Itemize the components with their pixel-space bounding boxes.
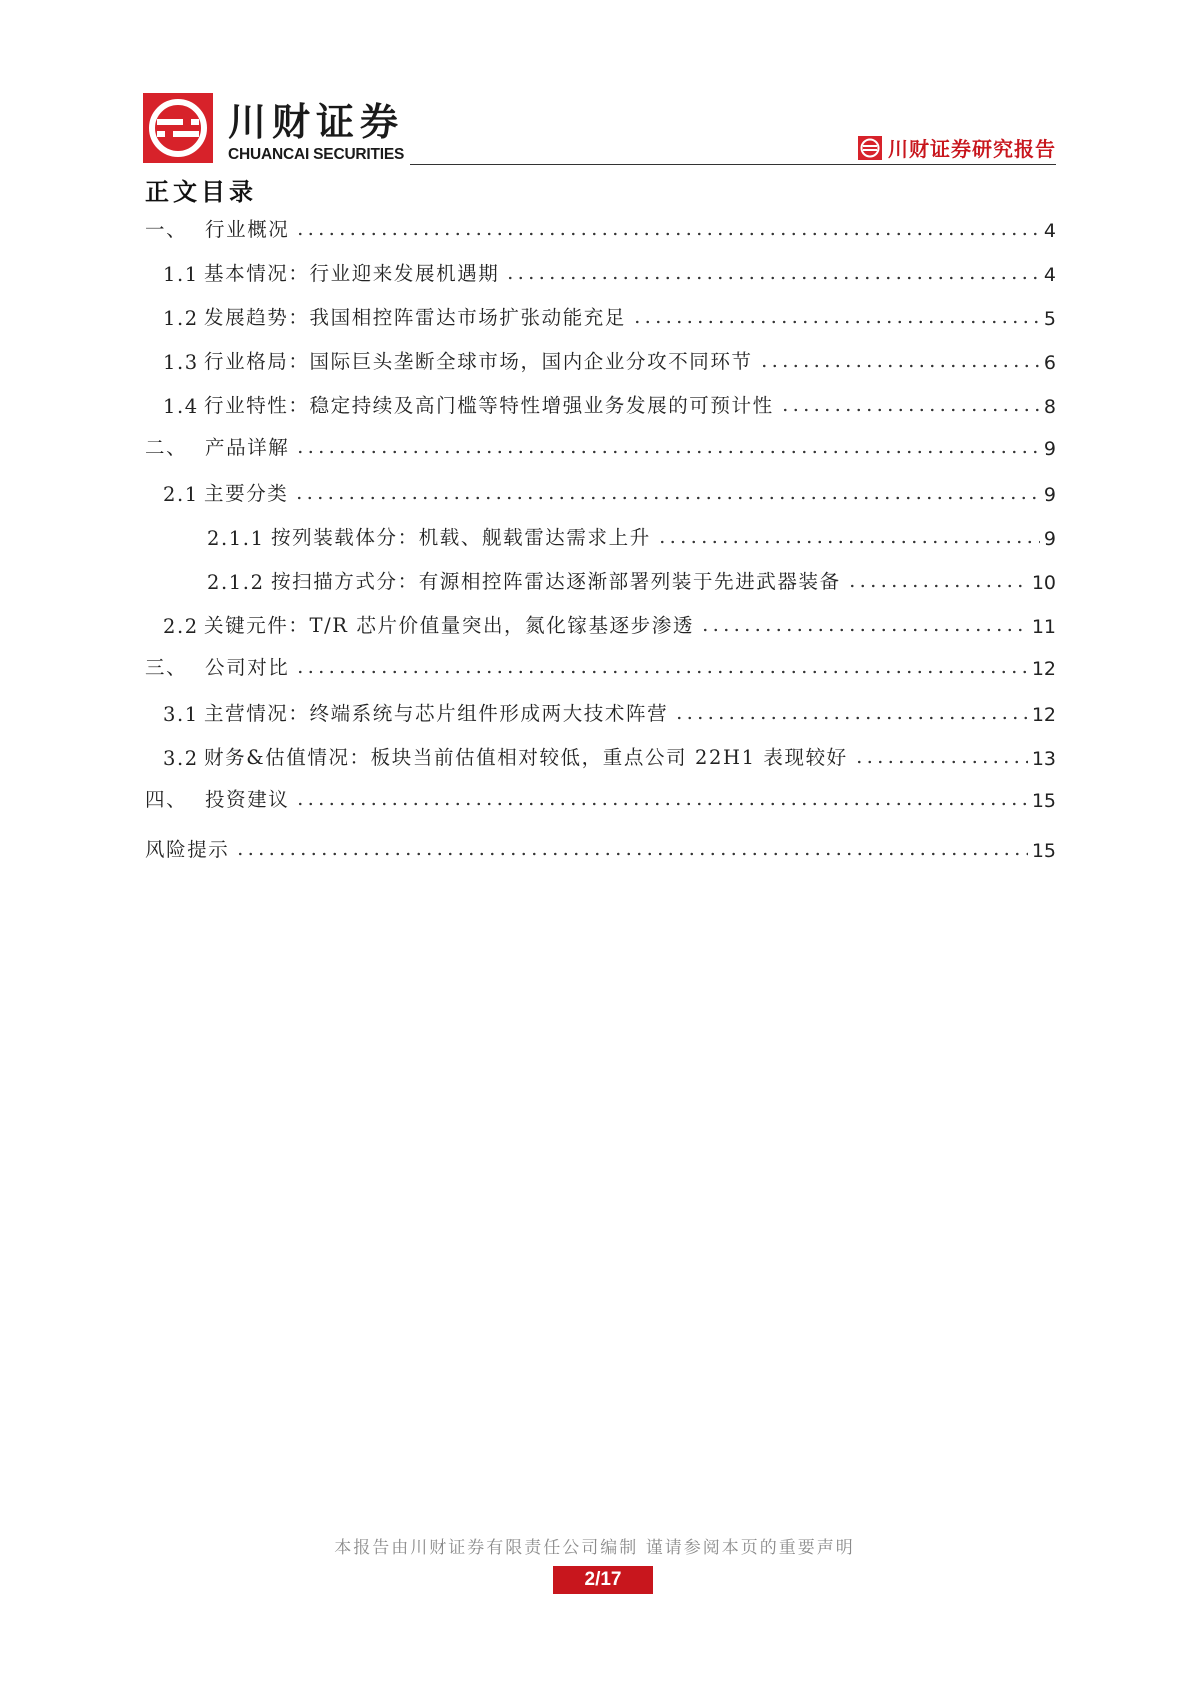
chuancai-logo-icon xyxy=(143,93,213,163)
toc-entry-title: 投资建议 xyxy=(205,788,290,811)
toc-entry-page: 11 xyxy=(1031,616,1056,638)
toc-entry-title: 关键元件：T/R 芯片价值量突出，氮化镓基逐步渗透 xyxy=(204,614,694,637)
toc-entry[interactable] xyxy=(145,832,1056,862)
toc-entry[interactable] xyxy=(145,520,1056,550)
dot-leader xyxy=(505,276,1040,280)
toc-entry-number: 3.2 xyxy=(163,747,199,770)
toc-entry-title: 行业格局：国际巨头垄断全球市场，国内企业分攻不同环节 xyxy=(204,350,753,373)
toc-entry-number: 四、 xyxy=(145,788,188,811)
chuancai-mini-logo-icon xyxy=(858,136,882,160)
toc-entry-title: 按列装载体分：机载、舰载雷达需求上升 xyxy=(271,526,651,549)
dot-leader xyxy=(847,584,1028,588)
footer-disclaimer: 本报告由川财证券有限责任公司编制 谨请参阅本页的重要声明 xyxy=(334,1538,855,1558)
toc-entry-page: 9 xyxy=(1043,484,1056,506)
toc-entry-number: 1.4 xyxy=(163,395,199,418)
dot-leader xyxy=(295,670,1027,674)
toc-entry-title: 财务&估值情况：板块当前估值相对较低，重点公司 22H1 表现较好 xyxy=(204,746,848,769)
toc-entry[interactable] xyxy=(145,608,1056,638)
toc-entry-title: 行业特性：稳定持续及高门槛等特性增强业务发展的可预计性 xyxy=(204,394,774,417)
page-number-badge: 2/17 xyxy=(553,1566,653,1594)
toc-entry-page: 9 xyxy=(1043,438,1056,460)
toc-entry[interactable] xyxy=(145,696,1056,726)
dot-leader xyxy=(657,540,1040,544)
toc-entry-page: 13 xyxy=(1031,748,1056,770)
toc-entry-page: 8 xyxy=(1043,396,1056,418)
toc-entry-title: 主营情况：终端系统与芯片组件形成两大技术阵营 xyxy=(204,702,669,725)
toc-entry-title: 按扫描方式分：有源相控阵雷达逐渐部署列装于先进武器装备 xyxy=(271,570,841,593)
toc-entry-number: 三、 xyxy=(145,656,188,679)
toc-entry[interactable] xyxy=(145,344,1056,374)
dot-leader xyxy=(295,802,1027,806)
toc-entry-title: 公司对比 xyxy=(205,656,290,679)
brand-name-en: CHUANCAI SECURITIES xyxy=(228,146,405,163)
toc-entry-number: 1.2 xyxy=(163,307,199,330)
toc-entry-page: 10 xyxy=(1031,572,1056,594)
toc-entry-page: 15 xyxy=(1031,840,1056,862)
toc-entry-page: 4 xyxy=(1043,264,1056,286)
toc-entry-number: 2.1.1 xyxy=(207,527,265,550)
toc-entry-title: 产品详解 xyxy=(205,436,290,459)
toc-entry-page: 4 xyxy=(1043,220,1056,242)
toc-entry-page: 6 xyxy=(1043,352,1056,374)
dot-leader xyxy=(700,628,1028,632)
toc-entry-number: 3.1 xyxy=(163,703,199,726)
brand-name-cn: 川财证券 xyxy=(228,100,405,144)
toc-entry-number: 2.2 xyxy=(163,615,199,638)
toc-entry[interactable] xyxy=(145,782,1056,812)
report-label: 川财证券研究报告 xyxy=(888,137,1056,161)
dot-leader xyxy=(295,450,1040,454)
toc-entry-number: 2.1 xyxy=(163,483,199,506)
toc-entry-page: 15 xyxy=(1031,790,1056,812)
toc-entry-number: 2.1.2 xyxy=(207,571,265,594)
toc-entry-title: 主要分类 xyxy=(204,482,289,505)
toc-entry[interactable] xyxy=(145,430,1056,460)
dot-leader xyxy=(295,232,1040,236)
toc-entry[interactable] xyxy=(145,388,1056,418)
dot-leader xyxy=(674,716,1028,720)
dot-leader xyxy=(759,364,1040,368)
toc-entry[interactable] xyxy=(145,256,1056,286)
dot-leader xyxy=(854,760,1028,764)
toc-entry[interactable] xyxy=(145,564,1056,594)
dot-leader xyxy=(780,408,1040,412)
toc-entry-title: 行业概况 xyxy=(205,218,290,241)
toc-entry-title: 发展趋势：我国相控阵雷达市场扩张动能充足 xyxy=(204,306,627,329)
toc-entry-number: 1.1 xyxy=(163,263,199,286)
toc-entry[interactable] xyxy=(145,212,1056,242)
toc-entry-title: 风险提示 xyxy=(145,838,230,861)
header-divider xyxy=(410,164,1056,165)
dot-leader xyxy=(632,320,1040,324)
toc-entry-page: 9 xyxy=(1043,528,1056,550)
report-badge xyxy=(858,133,1056,162)
toc-entry[interactable] xyxy=(145,476,1056,506)
toc-title: 正文目录 xyxy=(145,177,257,206)
toc-entry-number: 二、 xyxy=(145,436,188,459)
toc-entry-number: 1.3 xyxy=(163,351,199,374)
toc-entry-number: 一、 xyxy=(145,218,188,241)
toc-entry-title: 基本情况：行业迎来发展机遇期 xyxy=(204,262,500,285)
dot-leader xyxy=(294,496,1040,500)
toc-entry-page: 12 xyxy=(1031,704,1056,726)
toc-entry[interactable] xyxy=(145,300,1056,330)
toc-entry[interactable] xyxy=(145,650,1056,680)
toc-entry-page: 5 xyxy=(1043,308,1056,330)
toc-entry-page: 12 xyxy=(1031,658,1056,680)
dot-leader xyxy=(235,852,1027,856)
toc-entry[interactable] xyxy=(145,740,1056,770)
